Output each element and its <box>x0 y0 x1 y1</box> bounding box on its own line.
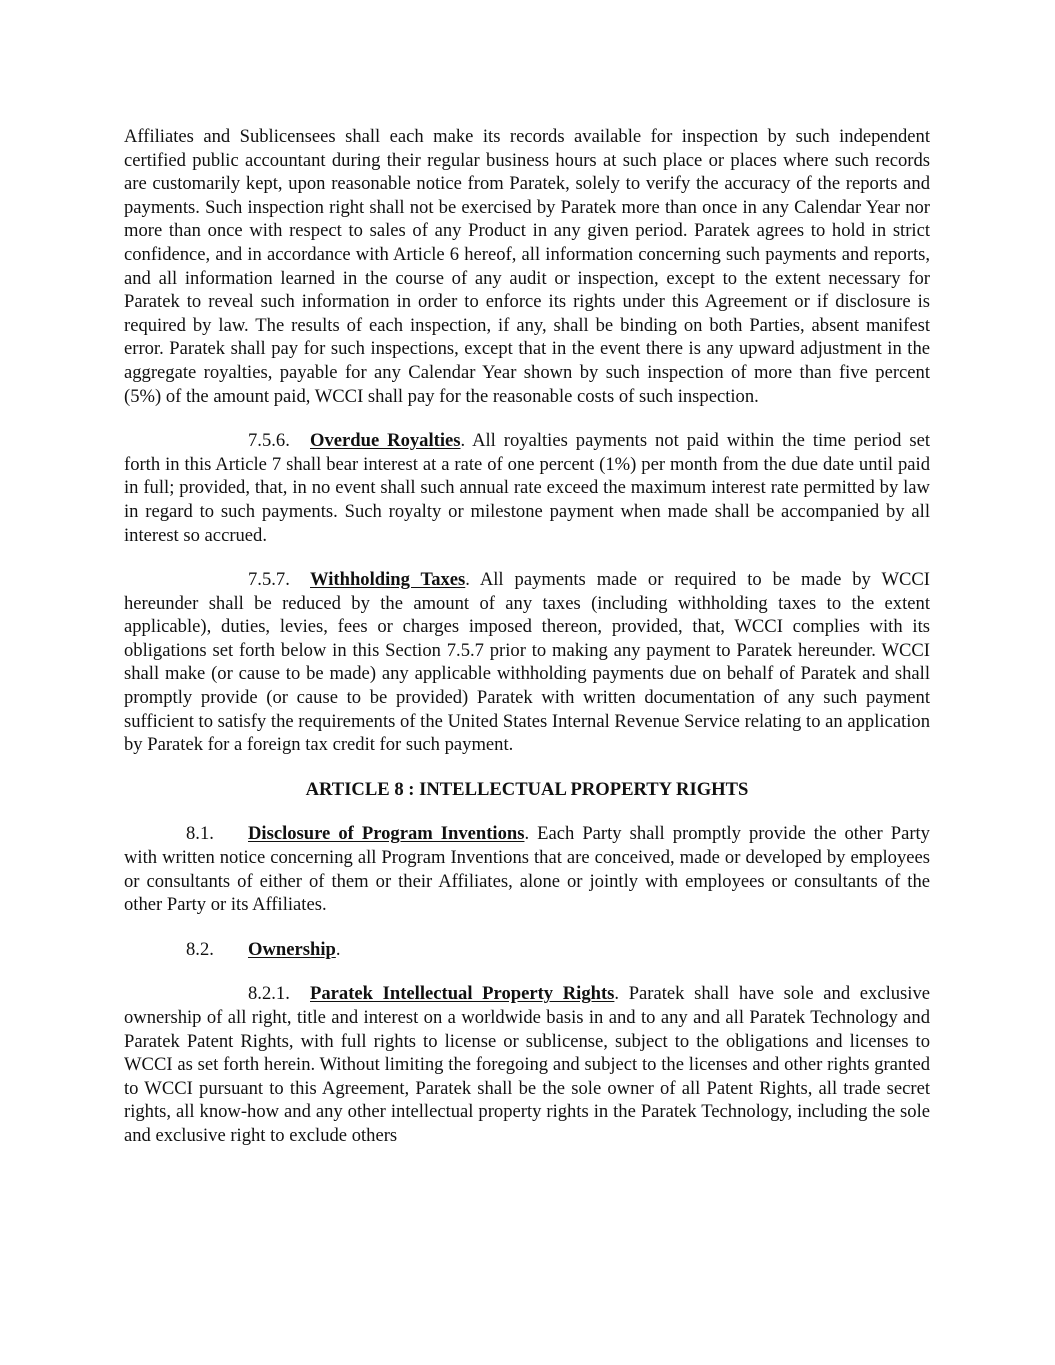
section-7-5-6 <box>124 429 930 547</box>
section-number: 8.1. <box>186 823 214 845</box>
section-8-2-1 <box>124 982 930 1147</box>
section-text: . Paratek shall have sole and exclusive ownership of all right, title and interest on a worldwide basis in and to any and all Paratek Technology and Paratek Patent Rights, with full rights to license or sublicense, subject to the obligations and licenses to WCCI as set forth herein. Without limiting the foregoing and subject to the licenses and other rights granted to WCCI pursuant to this Agreement, Paratek shall be the sole owner of all Patent Rights, all trade secret rights, all know-how and any other intellectual property rights in the Paratek Technology, including the sole and exclusive right to exclude others <box>124 983 931 1146</box>
section-heading: Paratek Intellectual Property Rights <box>310 983 615 1005</box>
section-number: 7.5.7. <box>248 569 290 591</box>
section-text: . All royalties payments not paid within the time period set forth in this Article 7 shall bear interest at a rate of one percent (1%) per month from the due date until paid in full; provided, that, in no event shall such annual rate exceed the maximum interest rate permitted by law in regard to such payments. Such royalty or milestone payment when made shall be accompanied by all interest so accrued. <box>124 430 930 546</box>
section-heading: Withholding Taxes <box>310 569 466 591</box>
section-8-2 <box>124 938 930 962</box>
document-page <box>124 125 930 1148</box>
section-text: . Each Party shall promptly provide the other Party with written notice concerning all Program Inventions that are conceived, made or developed by employees or consultants of either of them or their Affiliates, alone or jointly with employees or consultants of the other Party or its Affiliates. <box>124 823 930 916</box>
section-heading: Disclosure of Program Inventions <box>248 823 525 845</box>
section-number: 7.5.6. <box>248 430 290 452</box>
article-8-title: ARTICLE 8 : INTELLECTUAL PROPERTY RIGHTS <box>305 778 749 800</box>
section-heading: Overdue Royalties <box>310 430 461 452</box>
section-7-5-7 <box>124 568 930 757</box>
section-8-1 <box>124 822 930 916</box>
section-text: . <box>335 938 341 960</box>
paragraph-records-inspection: Affiliates and Sublicensees shall each make its records available for inspection by such independent certified public accountant during their regular business hours at such place or places where such records are customarily kept, upon reasonable notice from Paratek, solely to verify the accuracy of the reports and payments. Such inspection right shall not be exercised by Paratek more than once in any Calendar Year nor more than once with respect to sales of any Product in any given period. Paratek agrees to hold in strict confidence, and in accordance with Article 6 hereof, all information concerning such payments and reports, and all information learned in the course of any audit or inspection, except to the extent necessary for Paratek to reveal such information in order to enforce its rights under this Agreement or if disclosure is required by law. The results of each inspection, if any, shall be binding on both Parties, absent manifest error. Paratek shall pay for such inspections, except that in the event there is any upward adjustment in the aggregate royalties, payable for any Calendar Year shown by such inspection of more than five percent (5%) of the amount paid, WCCI shall pay for the reasonable costs of such inspection. <box>124 126 930 407</box>
section-heading: Ownership <box>248 938 336 960</box>
section-number: 8.2.1. <box>248 983 290 1005</box>
section-number: 8.2. <box>186 938 214 960</box>
section-text: . All payments made or required to be made by WCCI hereunder shall be reduced by the amount of any taxes (including withholding taxes to the extent applicable), duties, levies, fees or charges imposed thereon, provided, that, WCCI complies with its obligations set forth below in this Section 7.5.7 prior to making any payment to Paratek hereunder. WCCI shall make (or cause to be made) any applicable withholding payments due on behalf of Paratek and shall promptly provide (or cause to be provided) Paratek with written documentation of any such payment sufficient to satisfy the requirements of the United States Internal Revenue Service relating to an application by Paratek for a foreign tax credit for such payment. <box>124 569 930 756</box>
